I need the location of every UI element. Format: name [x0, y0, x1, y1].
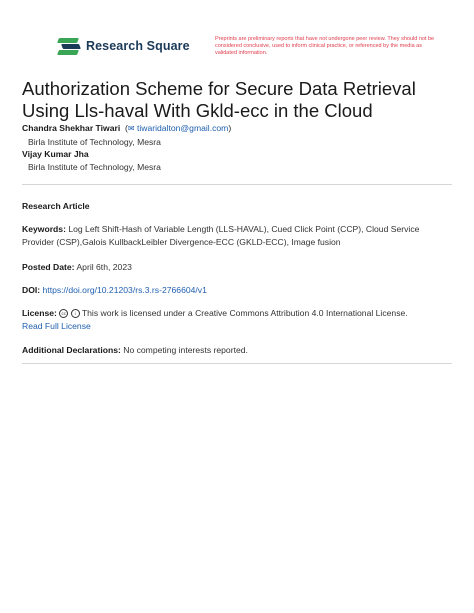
author-affiliation: Birla Institute of Technology, Mesra	[28, 161, 161, 172]
research-square-logo-icon	[58, 36, 82, 56]
author-name: Vijay Kumar Jha	[22, 149, 89, 159]
attribution-icon: i	[71, 309, 80, 318]
author-email-link[interactable]: tiwaridalton@gmail.com	[136, 123, 229, 133]
article-type: Research Article	[22, 201, 90, 211]
keywords-value: Log Left Shift-Hash of Variable Length (LLS-HAVAL), Cued Click Point (CCP), Cloud Service Provider (CSP),Galois KullbackLeibler Divergence-ECC (GKLD-ECC), Image fusion	[22, 224, 420, 247]
section-divider	[22, 184, 452, 185]
keywords	[22, 223, 442, 248]
author-name: Chandra Shekhar Tiwari	[22, 123, 121, 133]
author-list	[22, 122, 231, 173]
author-affiliation: Birla Institute of Technology, Mesra	[28, 136, 161, 147]
cc-icon: cc	[59, 309, 68, 318]
doi-label: DOI:	[22, 285, 41, 295]
author-row: Chandra Shekhar Tiwari (✉ tiwaridalton@gmail.com)	[22, 123, 232, 133]
posted-date-value: April 6th, 2023	[76, 262, 132, 272]
additional-declarations	[22, 344, 442, 357]
license-text: This work is licensed under a Creative Commons Attribution 4.0 International License.	[81, 308, 408, 318]
read-license-link[interactable]: Read Full License	[22, 320, 91, 331]
declarations-value: No competing interests reported.	[123, 345, 248, 355]
logo-text: Research Square	[86, 39, 190, 53]
posted-date-label: Posted Date:	[22, 262, 75, 272]
doi	[22, 284, 442, 297]
paper-title: Authorization Scheme for Secure Data Retrieval Using Lls-haval With Gkld-ecc in the Cloud	[22, 78, 416, 122]
preprint-disclaimer: Preprints are preliminary reports that have not undergone peer review. They should not be considered conclusive, used to inform clinical practice, or referenced by the media as validated information.	[215, 36, 435, 56]
keywords-label: Keywords:	[22, 224, 66, 234]
research-square-logo[interactable]	[58, 36, 190, 56]
license	[22, 307, 442, 332]
declarations-label: Additional Declarations:	[22, 345, 121, 355]
doi-link[interactable]: https://doi.org/10.21203/rs.3.rs-2766604/v1	[42, 285, 207, 295]
license-label: License:	[22, 308, 57, 318]
section-divider	[22, 363, 452, 364]
posted-date	[22, 261, 442, 274]
envelope-icon: ✉	[127, 124, 135, 133]
